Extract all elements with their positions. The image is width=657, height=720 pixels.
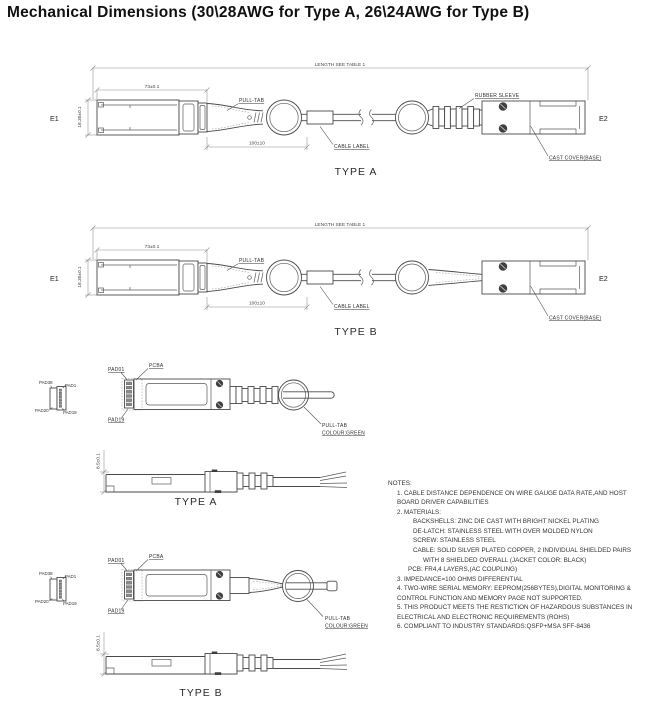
pulltab-colour-label-2: COLOUR:GREEN <box>322 430 365 437</box>
pulltab-colour-label-b2: COLOUR:GREEN <box>325 623 368 630</box>
note-line: CABLE: SOLID SILVER PLATED COPPER, 2 INDIVIDUAL SHIELDED PAIRS WITH 8 SHIELDED OVERALL (JACKET COLOR: BLACK) <box>413 546 632 564</box>
type-a-assembly-drawing <box>50 62 608 178</box>
note-line: 2. MATERIALS: <box>397 508 441 516</box>
type-a-detail-caption: TYPE A <box>174 496 218 508</box>
type-a-detail-head <box>35 363 230 424</box>
type-b-detail-pulltab <box>230 571 368 630</box>
page-title: Mechanical Dimensions (30\28AWG for Type A, 26\24AWG for Type B) <box>7 4 530 21</box>
type-a-caption: TYPE A <box>334 166 378 178</box>
note-line: SCREW: STAINLESS STEEL <box>413 537 496 545</box>
note-line: DE-LATCH: STAINLESS STEEL WITH OVER MOLDED NYLON <box>413 527 593 535</box>
notes-list <box>388 489 640 632</box>
type-b-detail-head <box>35 554 230 615</box>
note-line: 6. COMPLIANT TO INDUSTRY STANDARDS:QSFP+MSA SFF-8436 <box>397 623 591 631</box>
type-a-side-view <box>96 450 348 495</box>
pulltab-colour-label-b1: PULL-TAB <box>325 616 351 622</box>
type-a-detail-pulltab <box>230 380 365 437</box>
type-b-cable-common <box>50 222 608 322</box>
type-b-assembly-drawing <box>50 222 608 338</box>
type-a-cable-common <box>50 62 608 162</box>
note-line: 3. IMPEDANCE=100 OHMS DIFFERENTIAL <box>397 575 523 583</box>
notes-heading: NOTES: <box>388 480 412 487</box>
note-line: 1. CABLE DISTANCE DEPENDENCE ON WIRE GAUGE DATA RATE,AND HOST BOARD DRIVER CAPABILITIES <box>397 489 627 507</box>
note-line: 4. TWO-WIRE SERIAL MEMORY: EEPROM(256BYTES),DIGITAL MONITORING & CONTROL FUNCTION AND MEMORY PAGE NOT SUPPORTED. <box>397 585 631 602</box>
type-b-strain-relief <box>429 270 483 286</box>
note-line: BACKSHELLS: ZINC DIE CAST WITH BRIGHT NICKEL PLATING <box>413 518 599 526</box>
type-a-detail-drawing <box>35 363 365 508</box>
pulltab-colour-label-1: PULL-TAB <box>322 423 348 429</box>
type-b-detail-drawing <box>35 554 368 699</box>
note-line: PCB: FR4,4 LAYERS,(AC COUPLING) <box>408 566 518 574</box>
rubber-sleeve-label: RUBBER SLEEVE <box>475 93 520 99</box>
type-b-side-view <box>96 632 348 677</box>
type-b-caption: TYPE B <box>334 326 378 338</box>
note-line: 5. THIS PRODUCT MEETS THE RESTICTION OF HAZARDOUS SUBSTANCES IN ELECTRICAL AND ELECTRONIC REQUIREMENTS (ROHS) <box>397 604 633 621</box>
type-b-detail-caption: TYPE B <box>179 687 223 699</box>
notes-section <box>388 479 640 632</box>
